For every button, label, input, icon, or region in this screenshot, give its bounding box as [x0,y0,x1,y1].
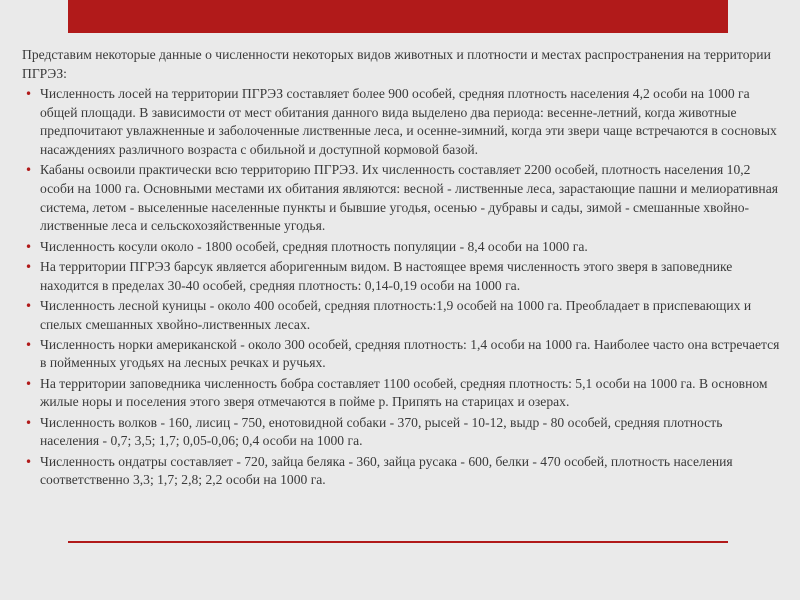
bullet-icon: • [25,454,33,469]
bullet-text: Численность лесной куницы - около 400 особей, средняя плотность:1,9 особей на 1000 га. Преобладает в приспевающих и спелых смешанных хвойно-лиственных лесах. [40,297,752,332]
bullet-text: Численность волков - 160, лисиц - 750, енотовидной собаки - 370, рысей - 10-12, выдр - 80 особей, средняя плотность населения - 0,7; 3,5; 1,7; 0,05-0,06; 0,4 особи на 1000 га. [40,414,723,449]
intro-text: Представим некоторые данные о численности некоторых видов животных и плотности и местах распространения на территории ПГРЭЗ: [22,47,771,81]
header-bar [68,0,728,33]
bullet-text: Численность ондатры составляет - 720, зайца беляка - 360, зайца русака - 600, белки - 470 особей, плотность населения соответственно 3,3; 1,7; 2,8; 2,2 особи на 1000 га. [40,453,733,488]
bullet-text: Численность лосей на территории ПГРЭЗ составляет более 900 особей, средняя плотность населения 4,2 особи на 1000 га общей площади. В зависимости от мест обитания данного вида выделено два периода: весенне-летний, когда животные предпочитают увлажненные и заболоченные лиственные леса, и осенне-зимний, когда эти звери чаще встречаются в сосновых насаждениях различного возраста с обильной и доступной кормовой базой. [40,86,777,157]
bullet-icon: • [25,376,33,391]
bullet-item-predators [22,414,782,451]
bullet-icon: • [25,337,33,352]
slide-content [22,46,782,492]
bullet-item-mink [22,336,782,373]
bullet-text: На территории ПГРЭЗ барсук является аборигенным видом. В настоящее время численность этого зверя в заповеднике находится в пределах 30-40 особей, средняя плотность: 0,14-0,19 особи на 1000 га. [40,258,733,293]
bullet-list [22,85,782,490]
bullet-item-marten [22,297,782,334]
bullet-icon: • [25,87,33,102]
bullet-text: Кабаны освоили практически всю территорию ПГРЭЗ. Их численность составляет 2200 особей, плотность населения 10,2 особи на 1000 га. Основными местами их обитания являются: весной - лиственные леса, зарастающие пашни и мелиоративная система, летом - выселенные населенные пункты и бывшие угодья, осенью - дубравы и сады, зимой - смешанные хвойно-лиственные леса и сельскохозяйственные угодья. [40,162,778,234]
bullet-icon: • [25,415,33,430]
bullet-text: На территории заповедника численность бобра составляет 1100 особей, средняя плотность: 5,1 особи на 1000 га. В основном жилые норы и поселения этого зверя отмечаются в пойме р. Припять на старицах и озерах. [40,375,768,410]
bullet-item-roe-deer [22,238,782,257]
bullet-icon: • [25,239,33,254]
bullet-text: Численность норки американской - около 300 особей, средняя плотность: 1,4 особи на 1000 га. Наиболее часто она встречается в пойменных угодьях на лесных речках и ручьях. [40,336,780,371]
bullet-item-muskrat-hares-squirrel [22,453,782,490]
bullet-text: Численность косули около - 1800 особей, средняя плотность популяции - 8,4 особи на 1000 га. [40,238,588,254]
bullet-item-moose [22,85,782,159]
bullet-item-beaver [22,375,782,412]
bullet-item-badger [22,258,782,295]
footer-divider [68,541,728,543]
bullet-item-boar [22,161,782,235]
bullet-icon: • [25,298,33,313]
bullet-icon: • [25,259,33,274]
bullet-icon: • [25,163,33,178]
